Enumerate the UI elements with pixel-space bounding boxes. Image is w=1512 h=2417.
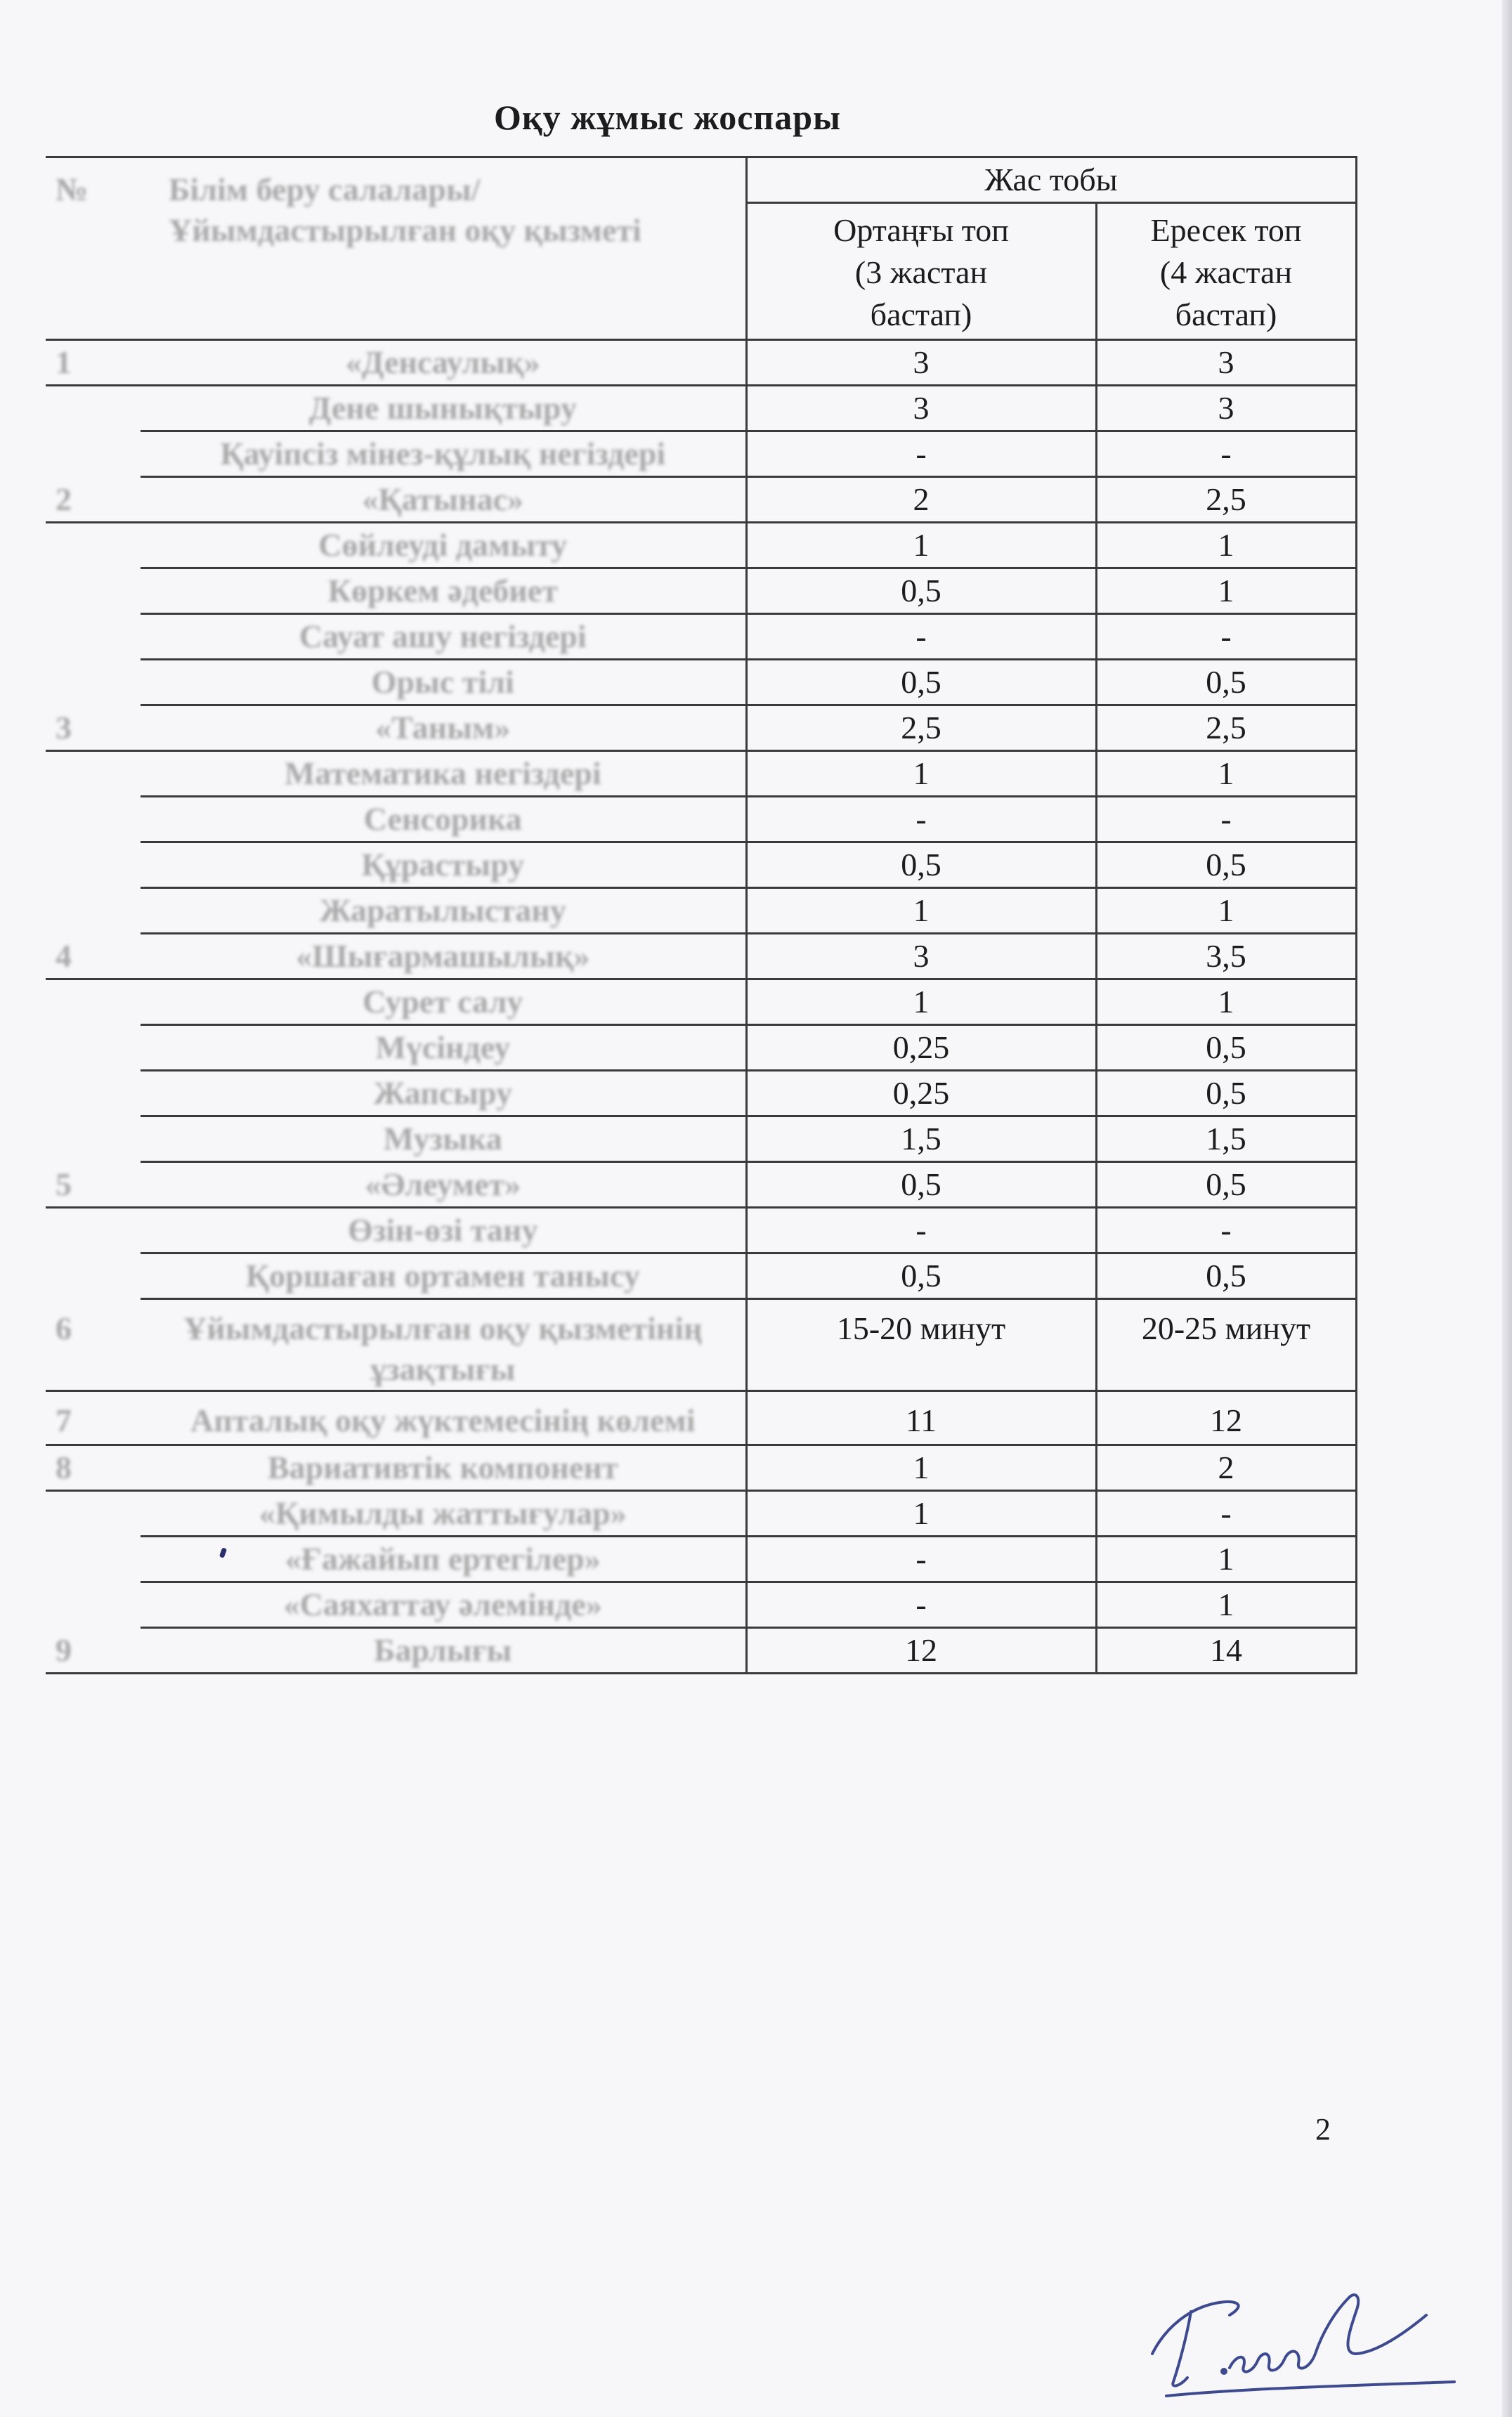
row-area-label: Дене шынықтыру — [141, 386, 746, 431]
row-area-label: Сауат ашу негіздері — [141, 614, 746, 660]
row-number — [46, 1116, 141, 1162]
row-value-middle-group: 1,5 — [746, 1116, 1096, 1162]
row-area-label: Сөйлеуді дамыту — [141, 523, 746, 568]
table-row — [46, 477, 1356, 523]
row-value-middle-group: 3 — [746, 934, 1096, 979]
row-value-senior-group: 0,5 — [1096, 1253, 1356, 1299]
table-row — [46, 568, 1356, 614]
header-senior-group-line2: (4 жастан — [1159, 254, 1293, 290]
row-value-senior-group: 3 — [1096, 340, 1356, 386]
row-number — [46, 797, 141, 842]
table-body — [46, 340, 1356, 1674]
row-number: 4 — [46, 934, 141, 979]
header-age-group: Жас тобы — [746, 157, 1356, 203]
header-senior-group-line1: Ересек топ — [1150, 212, 1302, 248]
row-area-label: «Денсаулық» — [141, 340, 746, 386]
row-value-senior-group: 1 — [1096, 751, 1356, 797]
table-row — [46, 523, 1356, 568]
row-value-middle-group: - — [746, 797, 1096, 842]
row-number: 8 — [46, 1445, 141, 1491]
row-value-senior-group: 0,5 — [1096, 1025, 1356, 1071]
header-senior-group — [1096, 203, 1356, 340]
row-number — [46, 979, 141, 1025]
row-number: 1 — [46, 340, 141, 386]
row-number — [46, 568, 141, 614]
row-value-middle-group: - — [746, 1537, 1096, 1582]
row-value-middle-group: - — [746, 431, 1096, 477]
table-row — [46, 1162, 1356, 1208]
row-value-senior-group: - — [1096, 797, 1356, 842]
row-area-label: «Қатынас» — [141, 477, 746, 523]
row-value-senior-group: 0,5 — [1096, 842, 1356, 888]
row-value-middle-group: 11 — [746, 1391, 1096, 1445]
row-area-label: Жапсыру — [141, 1071, 746, 1116]
row-value-senior-group: 0,5 — [1096, 1162, 1356, 1208]
row-value-senior-group: 2,5 — [1096, 477, 1356, 523]
row-area-label: Ұйымдастырылған оқу қызметінің ұзақтығы — [141, 1299, 746, 1391]
row-value-senior-group: 0,5 — [1096, 1071, 1356, 1116]
row-area-label: Барлығы — [141, 1628, 746, 1674]
row-value-senior-group: 1 — [1096, 888, 1356, 934]
study-plan-table — [46, 156, 1357, 1674]
row-area-label: Сурет салу — [141, 979, 746, 1025]
row-value-middle-group: 1 — [746, 888, 1096, 934]
row-area-label: Математика негіздері — [141, 751, 746, 797]
row-number: 7 — [46, 1391, 141, 1445]
header-area-line1: Білім беру салалары/ — [169, 171, 481, 207]
row-number: 6 — [46, 1299, 141, 1391]
table-row — [46, 1491, 1356, 1537]
header-number: № — [46, 157, 141, 340]
row-number — [46, 1025, 141, 1071]
row-value-senior-group: - — [1096, 1208, 1356, 1253]
row-value-middle-group: 1 — [746, 1491, 1096, 1537]
header-middle-group-line2: (3 жастан — [854, 254, 988, 290]
row-value-middle-group: 1 — [746, 979, 1096, 1025]
row-value-middle-group: - — [746, 1208, 1096, 1253]
row-number — [46, 842, 141, 888]
header-area-line2: Ұйымдастырылған оқу қызметі — [169, 212, 641, 248]
table-row — [46, 1628, 1356, 1674]
row-value-middle-group: 3 — [746, 386, 1096, 431]
table-row — [46, 1391, 1356, 1445]
signature-icon — [1124, 2248, 1490, 2403]
row-number — [46, 1253, 141, 1299]
row-value-middle-group: 0,5 — [746, 660, 1096, 705]
row-value-middle-group: 0,25 — [746, 1071, 1096, 1116]
row-value-senior-group: - — [1096, 614, 1356, 660]
row-value-senior-group: - — [1096, 1491, 1356, 1537]
row-value-senior-group: 2,5 — [1096, 705, 1356, 751]
table-row — [46, 1025, 1356, 1071]
table-row — [46, 431, 1356, 477]
page-number: 2 — [1315, 2112, 1331, 2146]
row-number: 2 — [46, 477, 141, 523]
table-row — [46, 751, 1356, 797]
row-area-label: Апталық оқу жүктемесінің көлемі — [141, 1391, 746, 1445]
row-area-label: Вариативтік компонент — [141, 1445, 746, 1491]
row-value-middle-group: 3 — [746, 340, 1096, 386]
table-row — [46, 1071, 1356, 1116]
row-number — [46, 523, 141, 568]
row-number — [46, 431, 141, 477]
table-row — [46, 1537, 1356, 1582]
row-value-middle-group: 0,5 — [746, 842, 1096, 888]
row-area-label: «Ғажайып ертегілер» — [141, 1537, 746, 1582]
table-row — [46, 1445, 1356, 1491]
row-value-senior-group: 0,5 — [1096, 660, 1356, 705]
row-area-label: «Әлеумет» — [141, 1162, 746, 1208]
row-value-senior-group: 3,5 — [1096, 934, 1356, 979]
row-value-middle-group: 0,5 — [746, 568, 1096, 614]
row-area-label: Орыс тілі — [141, 660, 746, 705]
row-number — [46, 1491, 141, 1537]
table-header-row — [46, 157, 1356, 203]
row-number — [46, 1208, 141, 1253]
scan-edge-shadow — [1502, 0, 1512, 2417]
table-row — [46, 797, 1356, 842]
table-row — [46, 1582, 1356, 1628]
row-number — [46, 888, 141, 934]
row-value-senior-group: 3 — [1096, 386, 1356, 431]
table-row — [46, 614, 1356, 660]
row-area-label: Өзін-өзі тану — [141, 1208, 746, 1253]
row-value-senior-group: 1 — [1096, 523, 1356, 568]
row-value-middle-group: 1 — [746, 1445, 1096, 1491]
row-area-label: Қауіпсіз мінез-құлық негіздері — [141, 431, 746, 477]
row-number — [46, 660, 141, 705]
table-row — [46, 979, 1356, 1025]
row-value-senior-group: 2 — [1096, 1445, 1356, 1491]
row-area-label: «Шығармашылық» — [141, 934, 746, 979]
row-value-senior-group: 1 — [1096, 979, 1356, 1025]
row-value-senior-group: 1 — [1096, 568, 1356, 614]
header-senior-group-line3: бастап) — [1175, 297, 1277, 332]
table-row — [46, 842, 1356, 888]
row-number: 9 — [46, 1628, 141, 1674]
row-number — [46, 1537, 141, 1582]
row-value-middle-group: 15-20 минут — [746, 1299, 1096, 1391]
row-number: 5 — [46, 1162, 141, 1208]
row-area-label: «Таным» — [141, 705, 746, 751]
row-value-senior-group: 12 — [1096, 1391, 1356, 1445]
page-title: Оқу жұмыс жоспары — [493, 98, 842, 137]
row-number — [46, 1071, 141, 1116]
row-area-label: Жаратылыстану — [141, 888, 746, 934]
row-value-senior-group: 1 — [1096, 1582, 1356, 1628]
table-row — [46, 705, 1356, 751]
row-value-middle-group: - — [746, 1582, 1096, 1628]
header-middle-group-line3: бастап) — [870, 297, 972, 332]
row-value-middle-group: 2 — [746, 477, 1096, 523]
row-number — [46, 614, 141, 660]
table-row — [46, 340, 1356, 386]
row-area-label: Музыка — [141, 1116, 746, 1162]
row-value-senior-group: 14 — [1096, 1628, 1356, 1674]
row-value-middle-group: 0,5 — [746, 1162, 1096, 1208]
header-middle-group — [746, 203, 1096, 340]
row-area-label: «Қимылды жаттығулар» — [141, 1491, 746, 1537]
row-area-label: Құрастыру — [141, 842, 746, 888]
row-value-senior-group: 1 — [1096, 1537, 1356, 1582]
row-value-senior-group: 20-25 минут — [1096, 1299, 1356, 1391]
row-area-label: Қоршаған ортамен танысу — [141, 1253, 746, 1299]
table-row — [46, 934, 1356, 979]
row-number — [46, 751, 141, 797]
row-value-middle-group: 0,5 — [746, 1253, 1096, 1299]
row-value-middle-group: 1 — [746, 751, 1096, 797]
row-area-label: Сенсорика — [141, 797, 746, 842]
table-row — [46, 888, 1356, 934]
header-middle-group-line1: Ортаңғы топ — [833, 212, 1009, 248]
table-row — [46, 660, 1356, 705]
row-value-middle-group: 1 — [746, 523, 1096, 568]
table-row — [46, 1208, 1356, 1253]
row-area-label: «Саяхаттау әлемінде» — [141, 1582, 746, 1628]
table-row — [46, 1116, 1356, 1162]
row-value-middle-group: 2,5 — [746, 705, 1096, 751]
table-row — [46, 1253, 1356, 1299]
row-area-label: Көркем әдебиет — [141, 568, 746, 614]
row-number — [46, 1582, 141, 1628]
row-number: 3 — [46, 705, 141, 751]
row-number — [46, 386, 141, 431]
table-row — [46, 1299, 1356, 1391]
row-value-middle-group: - — [746, 614, 1096, 660]
table-row — [46, 386, 1356, 431]
row-area-label: Мүсіндеу — [141, 1025, 746, 1071]
row-value-senior-group: 1,5 — [1096, 1116, 1356, 1162]
row-value-senior-group: - — [1096, 431, 1356, 477]
header-education-areas — [141, 157, 746, 340]
row-value-middle-group: 0,25 — [746, 1025, 1096, 1071]
row-value-middle-group: 12 — [746, 1628, 1096, 1674]
